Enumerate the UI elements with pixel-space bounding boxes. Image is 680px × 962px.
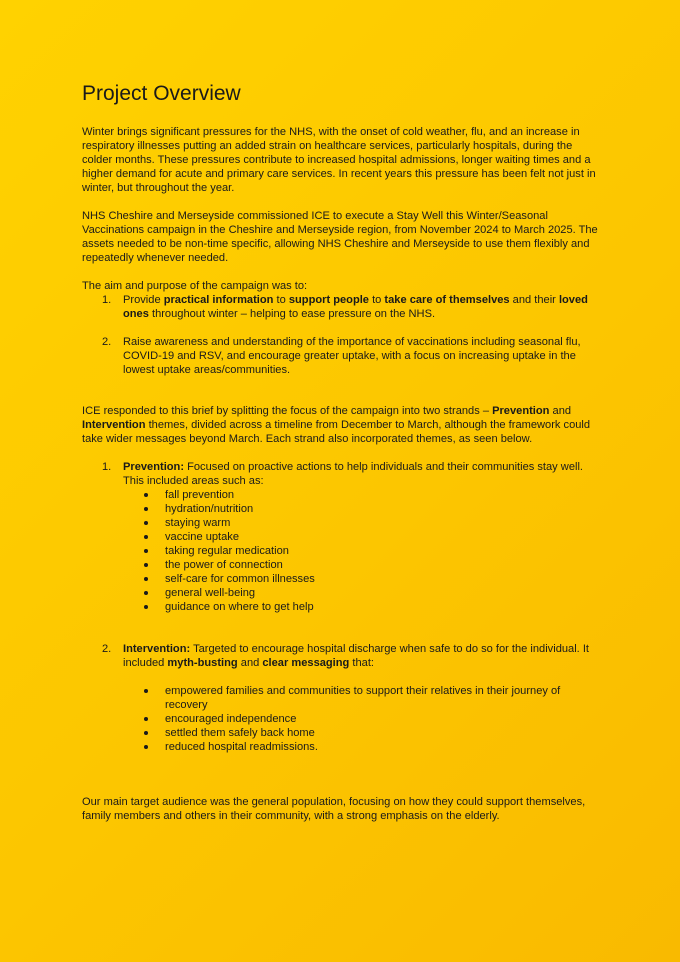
intro-paragraph: Winter brings significant pressures for the NHS, with the onset of cold weather, flu, and an increase in respiratory illnesses putting an added strain on healthcare services, particularly hospitals, during the colder months. These pressures contribute to increased hospital admissions, longer waiting times and a higher demand for acute and primary care services. In recent years this pressure has been felt not just in winter, but throughout the year. xyxy=(82,126,596,194)
list-item: general well-being xyxy=(82,586,598,600)
prevention-label: Prevention: xyxy=(123,461,185,473)
bullet-icon xyxy=(144,577,148,581)
bullet-icon xyxy=(144,521,148,525)
bullet-icon xyxy=(144,535,148,539)
list-item: hydration/nutrition xyxy=(82,502,598,516)
intervention-number: 2. xyxy=(102,643,112,655)
bullet-icon xyxy=(144,731,148,735)
bullet-icon xyxy=(144,549,148,553)
aim-item-1: 1. Provide practical information to support people to take care of themselves and their loved ones throughout winter – helping to ease pressure on the NHS. xyxy=(102,294,588,320)
intervention-bullets xyxy=(82,684,598,754)
bullet-icon xyxy=(144,493,148,497)
list-item: staying warm xyxy=(82,516,598,530)
prevention-number: 1. xyxy=(102,461,112,473)
list-item: vaccine uptake xyxy=(82,530,598,544)
bullet-icon xyxy=(144,689,148,693)
list-item: the power of connection xyxy=(82,558,598,572)
audience-paragraph: Our main target audience was the general population, focusing on how they could support themselves, family members and others in their community, with a strong emphasis on the elderly. xyxy=(82,796,586,822)
bullet-icon xyxy=(144,717,148,721)
aim-number: 2. xyxy=(102,336,112,348)
bullet-icon xyxy=(144,591,148,595)
list-item: guidance on where to get help xyxy=(82,600,598,614)
commission-paragraph: NHS Cheshire and Merseyside commissioned ICE to execute a Stay Well this Winter/Seasonal Vaccinations campaign in the Cheshire and Merseyside region, from November 2024 to March 2025. The assets needed to be non-time specific, allowing NHS Cheshire and Merseyside to use them flexibly and repeatedly whenever needed. xyxy=(82,210,598,264)
intervention-item: 2. Intervention: Targeted to encourage hospital discharge when safe to do so for the individual. It included myth-busting and clear messaging that: xyxy=(102,643,589,669)
list-item: taking regular medication xyxy=(82,544,598,558)
aims-list xyxy=(82,293,598,377)
bullet-icon xyxy=(144,507,148,511)
aim-item-2: 2. Raise awareness and understanding of the importance of vaccinations including seasonal flu, COVID-19 and RSV, and encourage greater uptake, with a focus on increasing uptake in the lowest uptake areas/communities. xyxy=(102,336,581,376)
list-item: fall prevention xyxy=(82,488,598,502)
prevention-item: 1. Prevention: Focused on proactive actions to help individuals and their communities stay well. This included areas such as: xyxy=(102,461,583,487)
aim-intro: The aim and purpose of the campaign was to: xyxy=(82,280,308,292)
aim-number: 1. xyxy=(102,294,112,306)
intervention-label: Intervention: xyxy=(123,643,191,655)
list-item: self-care for common illnesses xyxy=(82,572,598,586)
response-paragraph: ICE responded to this brief by splitting the focus of the campaign into two strands – Prevention and Intervention themes, divided across a timeline from December to March, although the framework could take wider messages beyond March. Each strand also incorporated themes, as seen below. xyxy=(82,405,591,445)
bullet-icon xyxy=(144,745,148,749)
bullet-icon xyxy=(144,605,148,609)
page-title: Project Overview xyxy=(82,82,241,105)
list-item: reduced hospital readmissions. xyxy=(82,740,598,754)
bullet-icon xyxy=(144,563,148,567)
list-item: encouraged independence xyxy=(82,712,598,726)
prevention-bullets xyxy=(82,488,598,614)
list-item: empowered families and communities to support their relatives in their journey of recovery xyxy=(82,684,598,712)
list-item: settled them safely back home xyxy=(82,726,598,740)
